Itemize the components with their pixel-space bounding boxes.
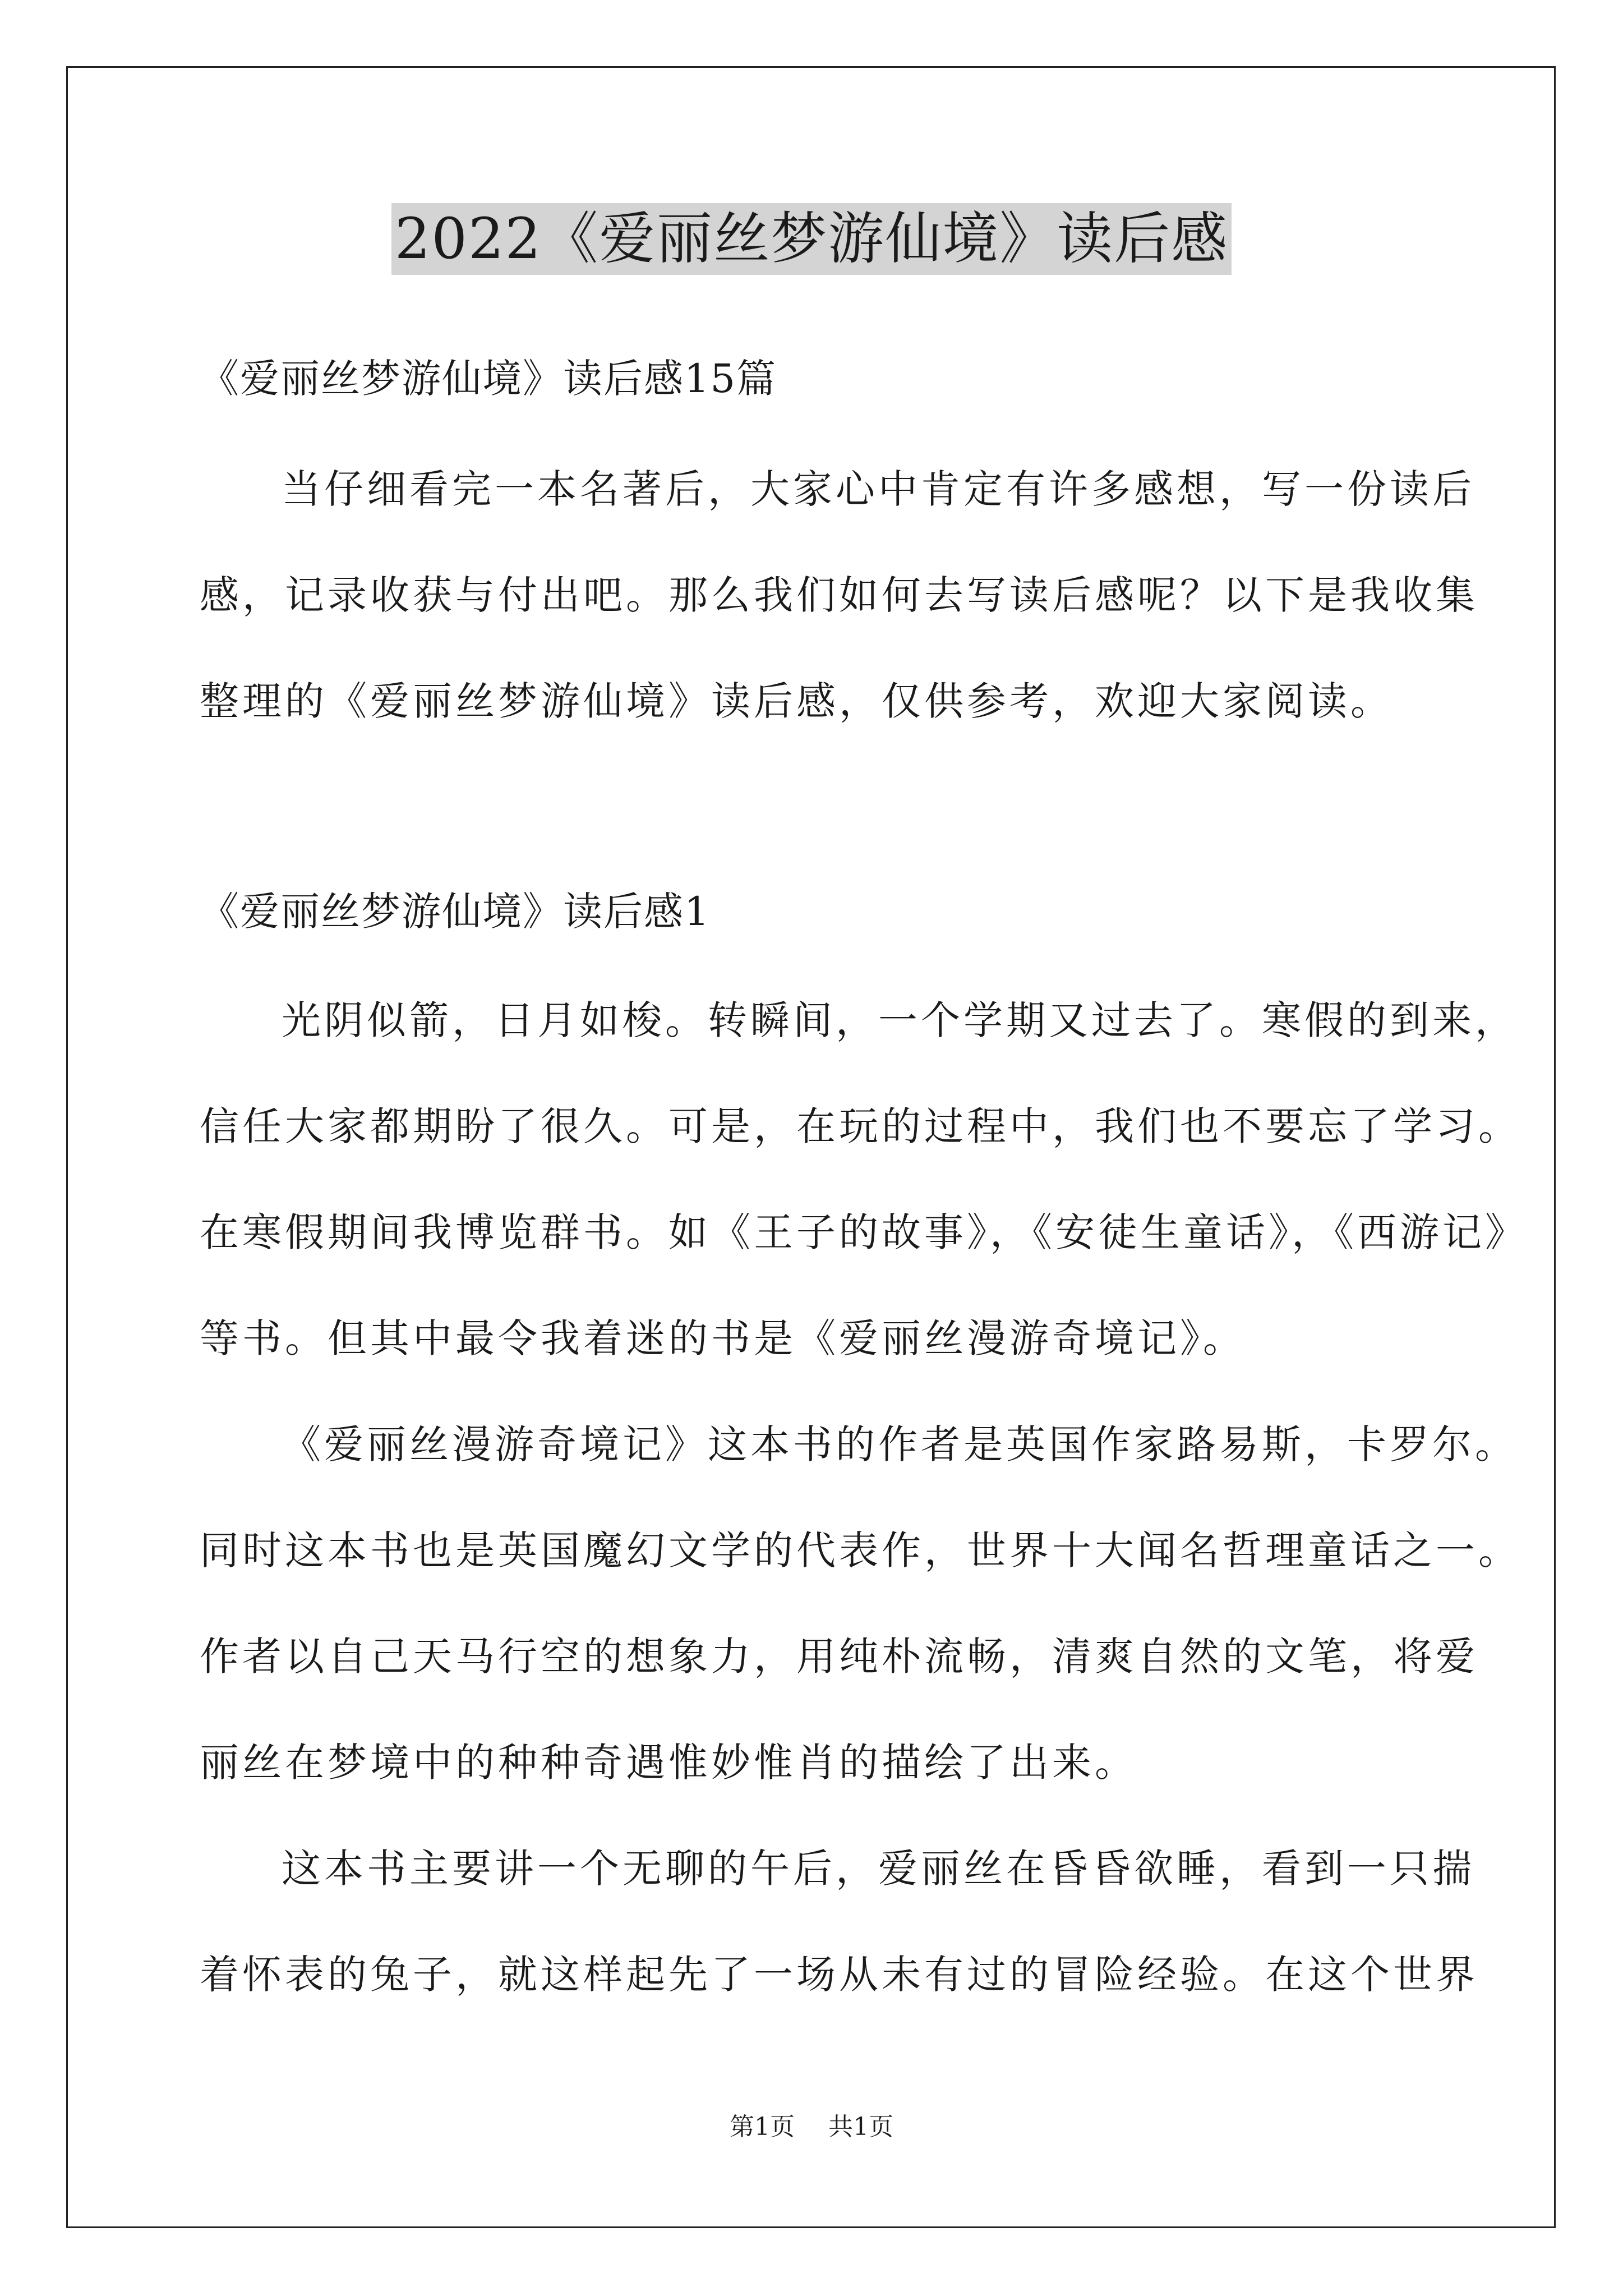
paragraph-line: 《爱丽丝漫游奇境记》这本书的作者是英国作家路易斯，卡罗尔。 xyxy=(282,1421,1518,1467)
intro-line: 整理的《爱丽丝梦游仙境》读后感，仅供参考，欢迎大家阅读。 xyxy=(200,678,1393,724)
document-subtitle: 《爱丽丝梦游仙境》读后感15篇 xyxy=(200,356,777,402)
intro-line: 感，记录收获与付出吧。那么我们如何去写读后感呢？以下是我收集 xyxy=(200,572,1478,618)
title-container xyxy=(0,203,1623,275)
document-title: 2022《爱丽丝梦游仙境》读后感 xyxy=(391,203,1232,275)
paragraph-line: 丽丝在梦境中的种种奇遇惟妙惟肖的描绘了出来。 xyxy=(200,1740,1137,1786)
section-heading: 《爱丽丝梦游仙境》读后感1 xyxy=(200,889,711,935)
paragraph-line: 光阴似箭，日月如梭。转瞬间，一个学期又过去了。寒假的到来， xyxy=(282,997,1518,1043)
paragraph-line: 信任大家都期盼了很久。可是，在玩的过程中，我们也不要忘了学习。 xyxy=(200,1103,1521,1149)
page-footer xyxy=(0,2111,1623,2143)
page-number-current: 第1页 xyxy=(730,2113,795,2141)
page-number-total: 共1页 xyxy=(828,2113,893,2141)
paragraph-line: 同时这本书也是英国魔幻文学的代表作，世界十大闻名哲理童话之一。 xyxy=(200,1527,1521,1573)
paragraph-line: 等书。但其中最令我着迷的书是《爱丽丝漫游奇境记》。 xyxy=(200,1315,1246,1361)
paragraph-line: 着怀表的兔子，就这样起先了一场从未有过的冒险经验。在这个世界 xyxy=(200,1952,1478,1998)
paragraph-line: 作者以自己天马行空的想象力，用纯朴流畅，清爽自然的文笔，将爱 xyxy=(200,1634,1478,1680)
paragraph-line: 在寒假期间我博览群书。如《王子的故事》，《安徒生童话》，《西游记》 xyxy=(200,1209,1528,1255)
paragraph-line: 这本书主要讲一个无聊的午后，爱丽丝在昏昏欲睡，看到一只揣 xyxy=(282,1846,1475,1892)
intro-line: 当仔细看完一本名著后，大家心中肯定有许多感想，写一份读后 xyxy=(282,466,1475,512)
